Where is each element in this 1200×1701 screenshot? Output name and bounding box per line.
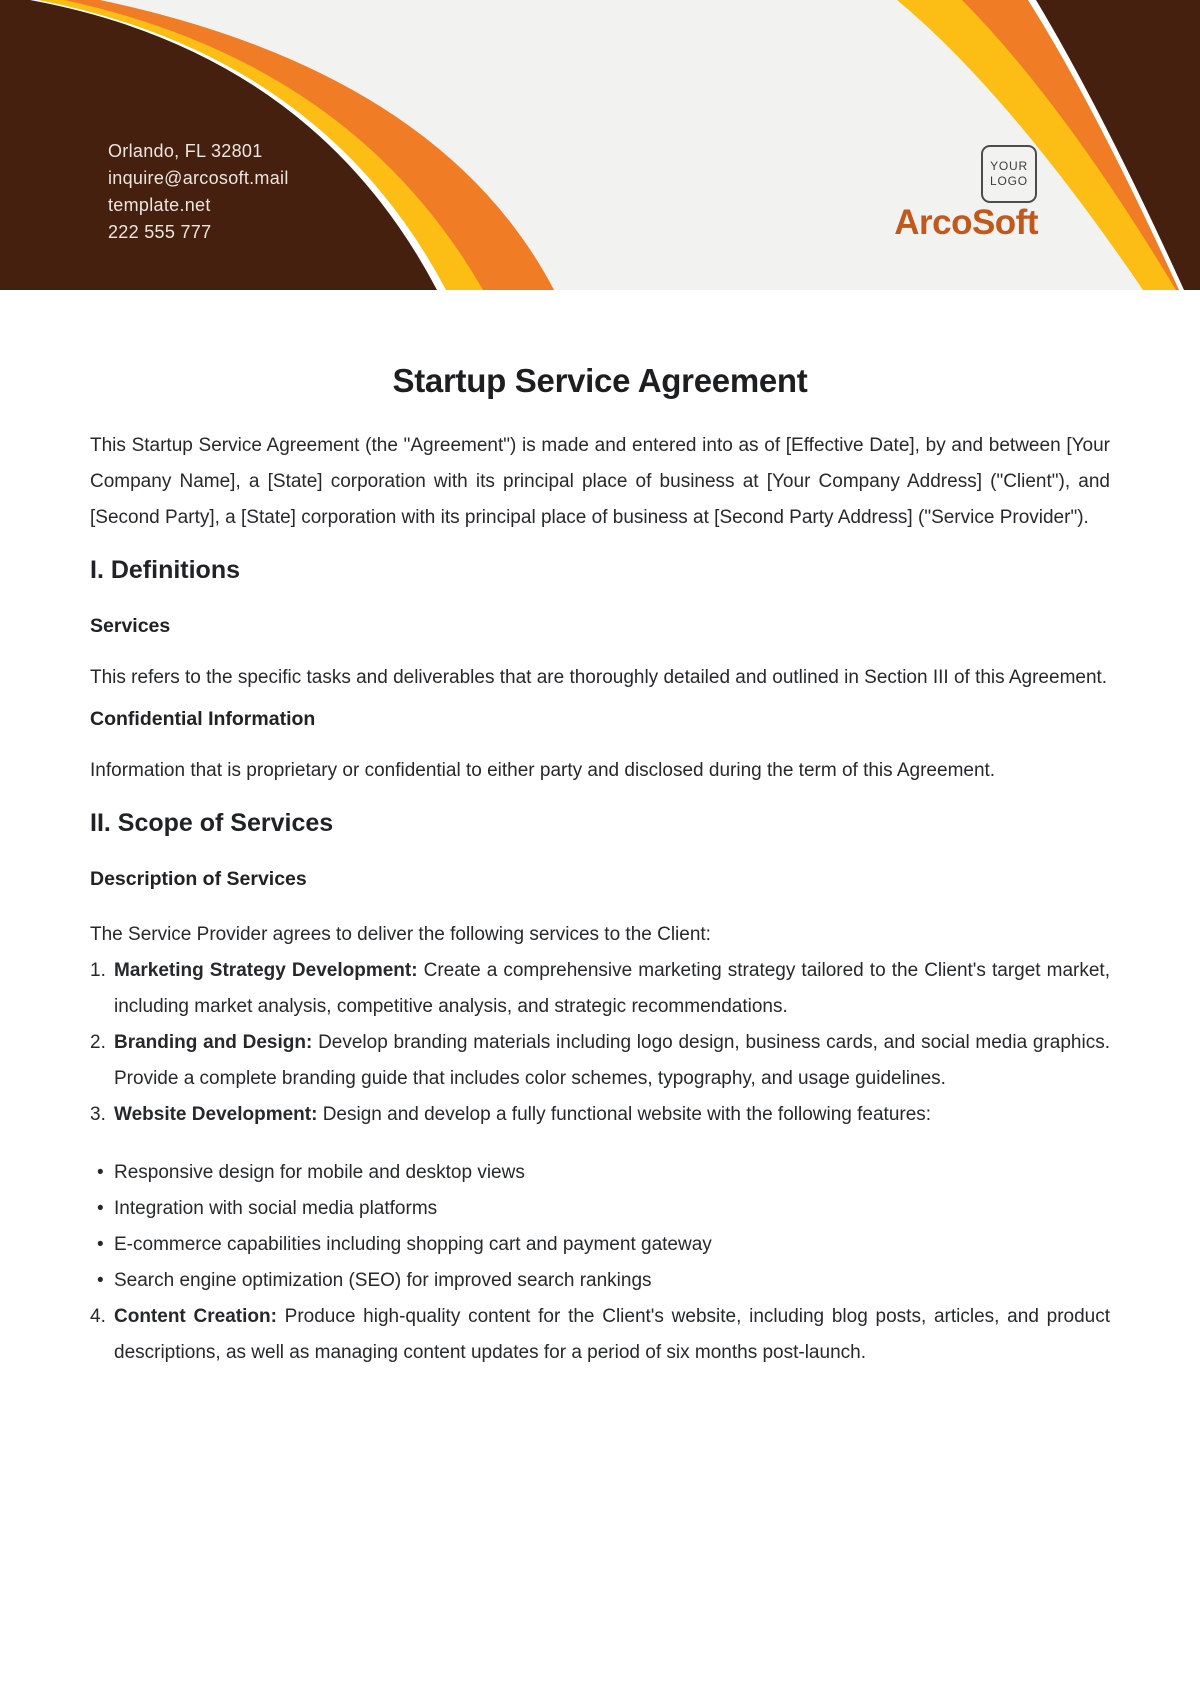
list-item-lead: Website Development:: [114, 1104, 318, 1125]
bullet-glyph: •: [97, 1162, 104, 1183]
contact-address: Orlando, FL 32801: [108, 141, 263, 161]
numbered-service-list: [90, 953, 1110, 1133]
list-item-number: 2.: [90, 1032, 106, 1053]
document-body: [0, 362, 1200, 1371]
list-item-rest: Design and develop a fully functional website with the following features:: [322, 1104, 932, 1125]
bullet-glyph: •: [97, 1198, 104, 1219]
contact-website: template.net: [108, 195, 211, 215]
section-2-heading: II. Scope of Services: [90, 809, 334, 837]
website-features-list: [90, 1155, 1110, 1299]
list-item-lead: Marketing Strategy Development:: [114, 960, 418, 981]
bullet-glyph: •: [97, 1270, 104, 1291]
list-item-rest: Develop branding materials including logo design, business cards, and social media graphics. Provide a complete branding guide that includes color schemes, typography, and usage guidelines.: [114, 1032, 1111, 1089]
bullet-glyph: •: [97, 1234, 104, 1255]
contact-phone: 222 555 777: [108, 222, 212, 242]
feature-responsive-design: [90, 1155, 1110, 1191]
feature-text: Search engine optimization (SEO) for improved search rankings: [114, 1270, 652, 1291]
list-item-text: [114, 953, 1110, 1025]
contact-email: inquire@arcosoft.mail: [108, 168, 289, 188]
list-item-lead: Content Creation:: [114, 1306, 277, 1327]
list-item-text: [114, 1299, 1110, 1371]
feature-social-integration: [90, 1191, 1110, 1227]
section-2-subheading-description: Description of Services: [90, 868, 307, 890]
logo-placeholder: [981, 145, 1037, 203]
list-item-text: [114, 1097, 1110, 1133]
services-lead-sentence: The Service Provider agrees to deliver the following services to the Client:: [90, 924, 711, 945]
feature-text: E-commerce capabilities including shopping cart and payment gateway: [114, 1234, 712, 1255]
list-item-branding: [90, 1025, 1110, 1097]
feature-seo: [90, 1263, 1110, 1299]
list-item-lead: Branding and Design:: [114, 1032, 313, 1053]
list-item-rest: Produce high-quality content for the Client's website, including blog posts, articles, and product descriptions, as well as managing content updates for a period of six months post-launch.: [114, 1306, 1111, 1363]
list-item-text: [114, 1025, 1110, 1097]
numbered-service-list-continued: [90, 1299, 1110, 1371]
list-item-number: 1.: [90, 960, 106, 981]
logo-placeholder-line2: LOGO: [990, 174, 1028, 188]
document-title: Startup Service Agreement: [392, 362, 808, 399]
section-1-subheading-services: Services: [90, 615, 171, 637]
intro-paragraph: This Startup Service Agreement (the "Agreement") is made and entered into as of [Effective Date], by and between [Your Company Name], a [State] corporation with its principal place of business at [Your Company Address] ("Client"), and [Second Party], a [State] corporation with its principal place of business at [Second Party Address] ("Service Provider").: [90, 435, 1110, 528]
feature-text: Integration with social media platforms: [114, 1198, 438, 1219]
contact-info-block: [108, 138, 289, 246]
list-item-content-creation: [90, 1299, 1110, 1371]
company-brand-name: ArcoSoft: [894, 203, 1038, 242]
letterhead: [0, 0, 1200, 290]
feature-ecommerce: [90, 1227, 1110, 1263]
feature-text: Responsive design for mobile and desktop views: [114, 1162, 525, 1183]
list-item-number: 3.: [90, 1104, 106, 1125]
confidential-definition-paragraph: Information that is proprietary or confidential to either party and disclosed during the term of this Agreement.: [90, 760, 996, 781]
list-item-website: [90, 1097, 1110, 1133]
section-1-subheading-confidential: Confidential Information: [90, 708, 316, 730]
logo-placeholder-line1: YOUR: [990, 159, 1028, 173]
list-item-marketing: [90, 953, 1110, 1025]
section-1-heading: I. Definitions: [90, 556, 240, 584]
list-item-rest: Create a comprehensive marketing strategy tailored to the Client's target market, including market analysis, competitive analysis, and strategic recommendations.: [114, 960, 1110, 1017]
services-definition-paragraph: This refers to the specific tasks and deliverables that are thoroughly detailed and outlined in Section III of this Agreement.: [90, 667, 1108, 688]
list-item-number: 4.: [90, 1306, 106, 1327]
